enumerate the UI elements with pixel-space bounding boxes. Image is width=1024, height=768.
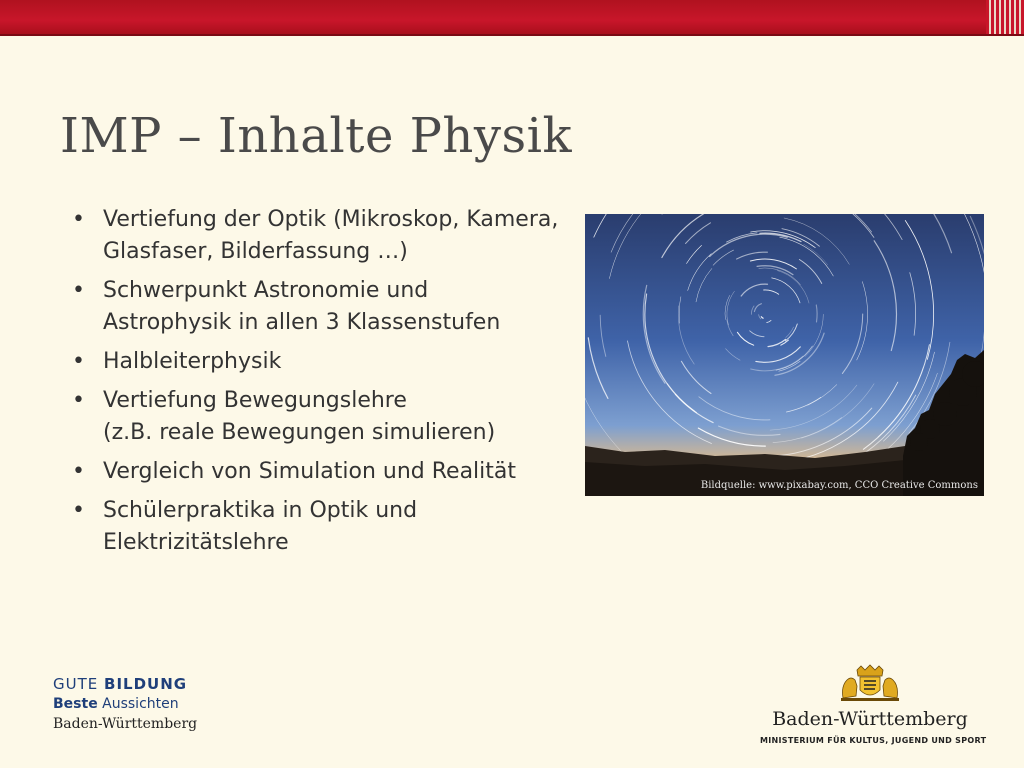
state-name: Baden-Württemberg [772, 708, 968, 730]
bullet-item: • Schülerpraktika in Optik und Elektrizitätslehre [70, 495, 560, 559]
slide-title: IMP – Inhalte Physik [60, 108, 573, 164]
image-credit: Bildquelle: www.pixabay.com, CCO Creative Commons [700, 480, 978, 491]
bullet-list [70, 204, 560, 566]
star-trails-photo [585, 214, 984, 496]
bullet-item: • Schwerpunkt Astronomie und Astrophysik in allen 3 Klassenstufen [70, 275, 560, 339]
top-bar-cap [986, 0, 1024, 34]
gute-bildung-logo [53, 674, 197, 734]
logo-line-2: Beste Aussichten [53, 696, 179, 712]
bullet-item: • Vertiefung der Optik (Mikroskop, Kamera, Glasfaser, Bilderfassung …) [70, 204, 560, 268]
ministry-logo [760, 664, 987, 745]
bullet-item: • Vertiefung Bewegungslehre (z.B. reale Bewegungen simulieren) [70, 385, 560, 449]
coat-of-arms-icon [835, 664, 905, 704]
bullet-item: • Halbleiterphysik [70, 346, 560, 378]
star-trails-image [585, 214, 984, 496]
top-bar-line [0, 34, 1024, 36]
logo-line-1: GUTE BILDUNG [53, 675, 188, 693]
ministry-name: MINISTERIUM FÜR KULTUS, JUGEND UND SPORT [760, 736, 987, 745]
logo-line-3: Baden-Württemberg [53, 716, 198, 732]
top-bar [0, 0, 1024, 34]
bullet-item: • Vergleich von Simulation und Realität [70, 456, 560, 488]
